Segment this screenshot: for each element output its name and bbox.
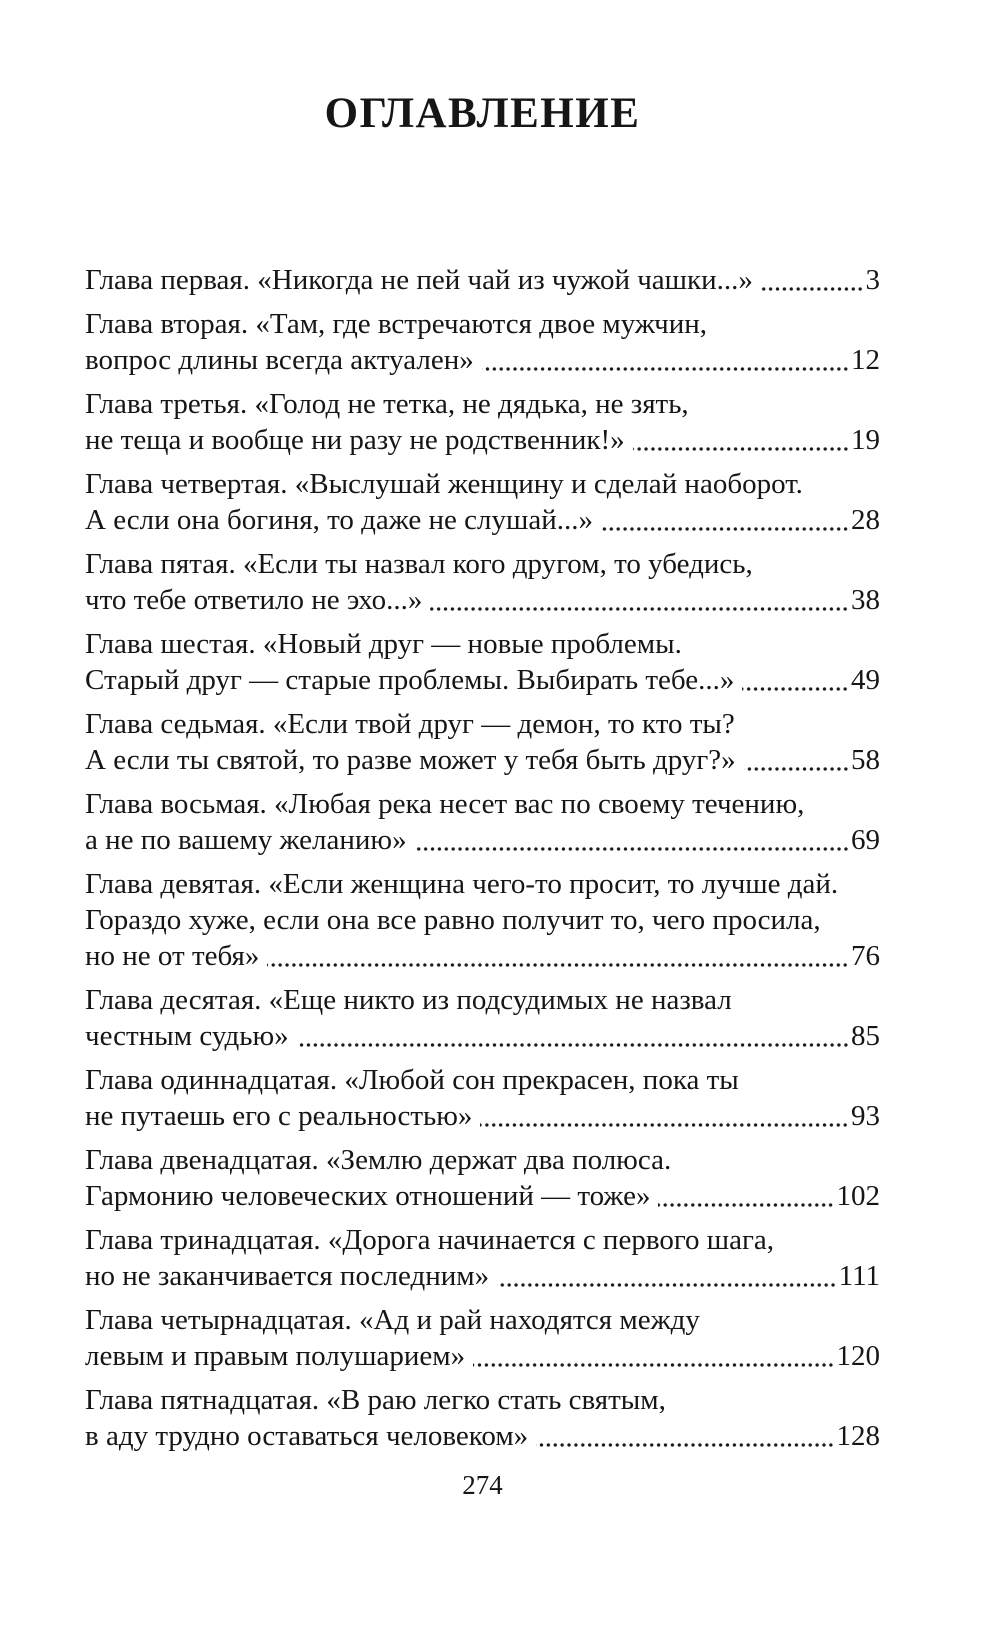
chapter-page-number: 93 bbox=[851, 1100, 880, 1132]
chapter-title-text: а не по вашему желанию» bbox=[85, 824, 407, 856]
chapter-title-text: что тебе ответило не эхо...» bbox=[85, 584, 423, 616]
toc-line-with-page bbox=[85, 422, 880, 458]
footer-page-number: 274 bbox=[462, 1470, 503, 1500]
chapter-page-number: 3 bbox=[865, 264, 880, 296]
toc-line bbox=[85, 466, 880, 502]
dot-leader bbox=[633, 447, 849, 451]
chapter-page-number: 12 bbox=[851, 344, 880, 376]
toc-line-with-page bbox=[85, 1098, 880, 1134]
dot-leader bbox=[297, 1043, 849, 1047]
chapter-page-number: 19 bbox=[851, 424, 880, 456]
chapter-title-text: не путаешь его с реальностью» bbox=[85, 1100, 473, 1132]
chapter-title-text: А если она богиня, то даже не слушай...» bbox=[85, 504, 593, 536]
toc-line bbox=[85, 1142, 880, 1178]
dot-leader bbox=[497, 1283, 836, 1287]
chapter-title-text: А если ты святой, то разве может у тебя быть друг?» bbox=[85, 744, 736, 776]
page-title: ОГЛАВЛЕНИЕ bbox=[324, 90, 641, 137]
chapter-page-number: 111 bbox=[838, 1260, 880, 1292]
dot-leader bbox=[415, 847, 849, 851]
dot-leader bbox=[742, 687, 849, 691]
toc-list bbox=[85, 262, 880, 1454]
toc-entry bbox=[85, 1062, 880, 1134]
toc-entry bbox=[85, 1382, 880, 1454]
toc-line bbox=[85, 626, 880, 662]
dot-leader bbox=[480, 1123, 849, 1127]
toc-line-with-page bbox=[85, 1418, 880, 1454]
chapter-title-text: Глава первая. «Никогда не пей чай из чужой чашки...» bbox=[85, 264, 753, 296]
chapter-page-number: 69 bbox=[851, 824, 880, 856]
toc-line bbox=[85, 1302, 880, 1338]
toc-entry bbox=[85, 1302, 880, 1374]
chapter-title-text: Глава вторая. «Там, где встречаются двое мужчин, bbox=[85, 308, 708, 340]
chapter-page-number: 58 bbox=[851, 744, 880, 776]
chapter-page-number: 120 bbox=[836, 1340, 880, 1372]
toc-entry bbox=[85, 386, 880, 458]
toc-line-with-page bbox=[85, 938, 880, 974]
dot-leader bbox=[536, 1443, 834, 1447]
chapter-title-text: Гораздо хуже, если она все равно получит то, чего просила, bbox=[85, 904, 821, 936]
dot-leader bbox=[267, 963, 849, 967]
chapter-page-number: 102 bbox=[836, 1180, 880, 1212]
chapter-title-text: Старый друг — старые проблемы. Выбирать тебе...» bbox=[85, 664, 735, 696]
chapter-title-text: Глава тринадцатая. «Дорога начинается с первого шага, bbox=[85, 1224, 774, 1256]
chapter-title-text: Глава двенадцатая. «Землю держат два полюса. bbox=[85, 1144, 672, 1176]
chapter-page-number: 28 bbox=[851, 504, 880, 536]
chapter-page-number: 128 bbox=[836, 1420, 880, 1452]
chapter-title-text: левым и правым полушарием» bbox=[85, 1340, 466, 1372]
toc-line-with-page bbox=[85, 1018, 880, 1054]
toc-line-with-page bbox=[85, 1338, 880, 1374]
toc-entry bbox=[85, 982, 880, 1054]
chapter-title-text: честным судью» bbox=[85, 1020, 289, 1052]
chapter-title-text: Глава третья. «Голод не тетка, не дядька, не зять, bbox=[85, 388, 689, 420]
chapter-page-number: 85 bbox=[851, 1020, 880, 1052]
chapter-page-number: 76 bbox=[851, 940, 880, 972]
toc-line-with-page bbox=[85, 742, 880, 778]
chapter-title-text: Глава шестая. «Новый друг — новые проблемы. bbox=[85, 628, 682, 660]
chapter-page-number: 38 bbox=[851, 584, 880, 616]
chapter-page-number: 49 bbox=[851, 664, 880, 696]
toc-entry bbox=[85, 1222, 880, 1294]
toc-line-with-page bbox=[85, 262, 880, 298]
chapter-title-text: Глава седьмая. «Если твой друг — демон, то кто ты? bbox=[85, 708, 735, 740]
toc-line-with-page bbox=[85, 582, 880, 618]
toc-line bbox=[85, 1382, 880, 1418]
toc-line-with-page bbox=[85, 662, 880, 698]
toc-line bbox=[85, 1062, 880, 1098]
toc-line bbox=[85, 1222, 880, 1258]
chapter-title-text: Глава восьмая. «Любая река несет вас по своему течению, bbox=[85, 788, 805, 820]
toc-line bbox=[85, 706, 880, 742]
dot-leader bbox=[744, 767, 849, 771]
chapter-title-text: но не от тебя» bbox=[85, 940, 260, 972]
chapter-title-text: Глава четырнадцатая. «Ад и рай находятся между bbox=[85, 1304, 700, 1336]
toc-entry bbox=[85, 626, 880, 698]
dot-leader bbox=[761, 287, 864, 291]
dot-leader bbox=[473, 1363, 834, 1367]
chapter-title-text: Глава одиннадцатая. «Любой сон прекрасен, пока ты bbox=[85, 1064, 739, 1096]
toc-line bbox=[85, 866, 880, 902]
toc-entry bbox=[85, 546, 880, 618]
chapter-title-text: вопрос длины всегда актуален» bbox=[85, 344, 474, 376]
chapter-title-text: Глава десятая. «Еще никто из подсудимых не назвал bbox=[85, 984, 732, 1016]
chapter-title-text: Глава пятнадцатая. «В раю легко стать святым, bbox=[85, 1384, 666, 1416]
chapter-title-text: Глава девятая. «Если женщина чего-то просит, то лучше дай. bbox=[85, 868, 839, 900]
toc-line bbox=[85, 306, 880, 342]
chapter-title-text: в аду трудно оставаться человеком» bbox=[85, 1420, 529, 1452]
chapter-title-text: но не заканчивается последним» bbox=[85, 1260, 490, 1292]
toc-line-with-page bbox=[85, 1178, 880, 1214]
toc-line bbox=[85, 982, 880, 1018]
toc-line bbox=[85, 786, 880, 822]
toc-line bbox=[85, 546, 880, 582]
toc-line bbox=[85, 902, 880, 938]
chapter-title-text: Гармонию человеческих отношений — тоже» bbox=[85, 1180, 651, 1212]
toc-entry bbox=[85, 866, 880, 974]
chapter-title-text: Глава пятая. «Если ты назвал кого другом, то убедись, bbox=[85, 548, 753, 580]
toc-entry bbox=[85, 706, 880, 778]
toc-line-with-page bbox=[85, 1258, 880, 1294]
toc-entry bbox=[85, 306, 880, 378]
toc-entry bbox=[85, 1142, 880, 1214]
chapter-title-text: Глава четвертая. «Выслушай женщину и сделай наоборот. bbox=[85, 468, 803, 500]
toc-line-with-page bbox=[85, 342, 880, 378]
chapter-title-text: не теща и вообще ни разу не родственник!» bbox=[85, 424, 625, 456]
toc-entry bbox=[85, 466, 880, 538]
book-page bbox=[85, 88, 880, 1500]
dot-leader bbox=[430, 607, 849, 611]
toc-line-with-page bbox=[85, 502, 880, 538]
dot-leader bbox=[658, 1203, 834, 1207]
dot-leader bbox=[482, 367, 849, 371]
toc-entry bbox=[85, 262, 880, 298]
toc-line-with-page bbox=[85, 822, 880, 858]
dot-leader bbox=[601, 527, 849, 531]
toc-line bbox=[85, 386, 880, 422]
toc-entry bbox=[85, 786, 880, 858]
